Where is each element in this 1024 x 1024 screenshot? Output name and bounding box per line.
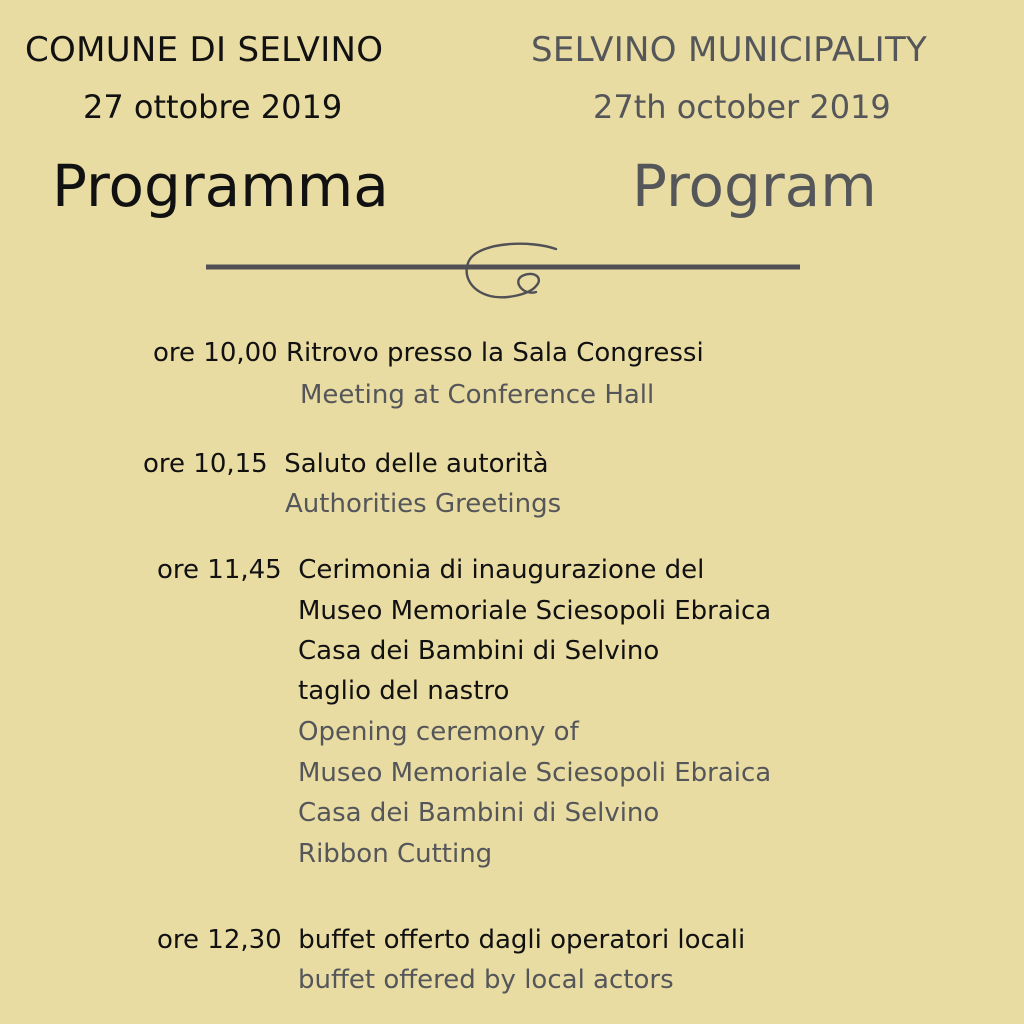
schedule-item-3 bbox=[157, 550, 704, 590]
schedule-time: ore 11,45 bbox=[157, 555, 282, 585]
schedule-activity-en: Opening ceremony of bbox=[298, 717, 579, 747]
schedule-time: ore 10,15 bbox=[143, 449, 268, 479]
schedule-time: ore 12,30 bbox=[157, 925, 282, 955]
schedule-activity-it: Casa dei Bambini di Selvino bbox=[298, 636, 660, 666]
schedule-item-1 bbox=[153, 333, 704, 373]
schedule-item-2 bbox=[143, 444, 549, 484]
italian-date: 27 ottobre 2019 bbox=[83, 88, 343, 126]
schedule-activity-en: buffet offered by local actors bbox=[298, 965, 674, 995]
schedule-activity-it: Saluto delle autorità bbox=[284, 449, 549, 479]
schedule-activity-en: Casa dei Bambini di Selvino bbox=[298, 798, 660, 828]
english-title: SELVINO MUNICIPALITY bbox=[531, 30, 928, 70]
schedule-activity-en: Ribbon Cutting bbox=[298, 839, 493, 869]
flourish-divider-icon bbox=[200, 236, 810, 306]
schedule-activity-en: Museo Memoriale Sciesopoli Ebraica bbox=[298, 758, 772, 788]
schedule-activity-en: Meeting at Conference Hall bbox=[300, 380, 655, 410]
schedule-activity-it: Museo Memoriale Sciesopoli Ebraica bbox=[298, 596, 772, 626]
schedule-activity-it: buffet offerto dagli operatori locali bbox=[298, 925, 746, 955]
schedule-activity-en: Authorities Greetings bbox=[285, 489, 562, 519]
schedule-activity-it: taglio del nastro bbox=[298, 676, 510, 706]
schedule-activity-it: Cerimonia di inaugurazione del bbox=[298, 555, 705, 585]
schedule-activity-it: Ritrovo presso la Sala Congressi bbox=[285, 338, 704, 368]
english-date: 27th october 2019 bbox=[593, 88, 891, 126]
schedule-time: ore 10,00 bbox=[153, 338, 278, 368]
schedule-item-4 bbox=[157, 920, 745, 960]
english-program-heading: Program bbox=[632, 152, 877, 220]
italian-title: COMUNE DI SELVINO bbox=[25, 30, 384, 70]
italian-program-heading: Programma bbox=[52, 152, 389, 220]
